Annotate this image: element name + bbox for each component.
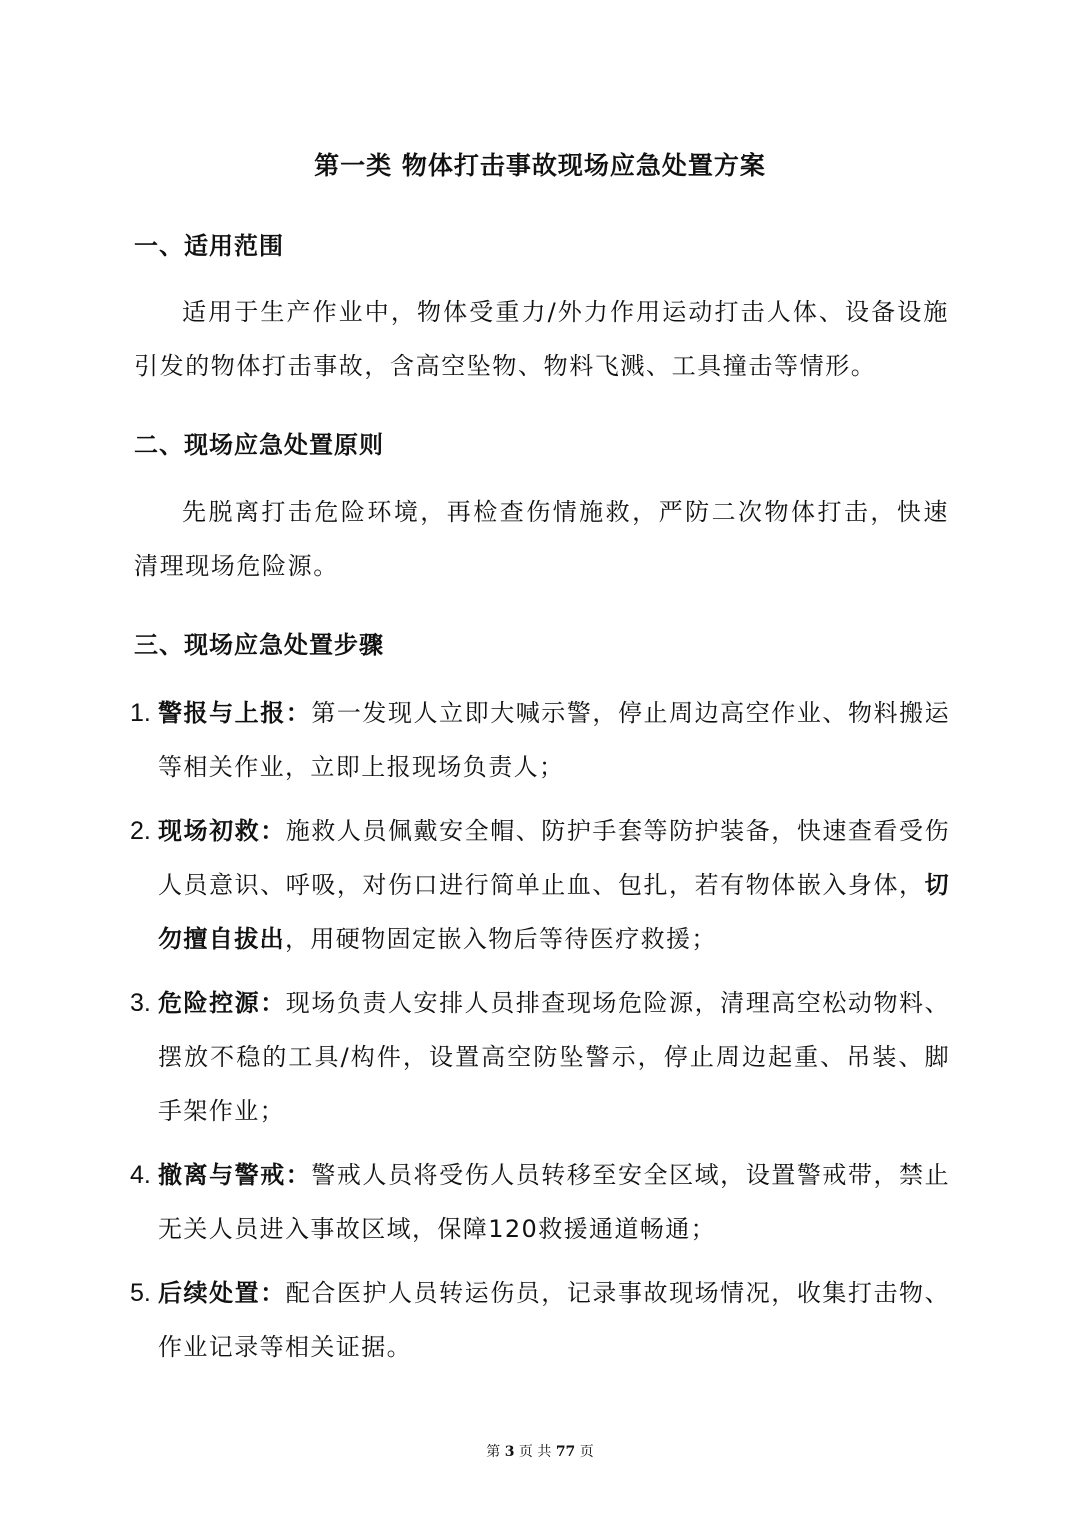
step-label: 撤离与警戒 — [158, 1161, 286, 1189]
step-colon: ： — [285, 699, 312, 727]
step-item — [130, 686, 950, 794]
section-heading-steps: 三、现场应急处置步骤 — [134, 631, 384, 659]
page-footer — [0, 1440, 1080, 1464]
step-emphasis: 切勿擅自拔出 — [158, 871, 950, 953]
step-item — [130, 1148, 950, 1256]
step-text: 配合医护人员转运伤员，记录事故现场情况，收集打击物、作业记录等相关证据。 — [158, 1279, 950, 1361]
footer-prefix: 第 — [486, 1444, 501, 1460]
step-item — [130, 804, 950, 966]
footer-total-pages: 77 — [555, 1444, 576, 1460]
step-number: 5. — [130, 1279, 151, 1307]
step-text: 第一发现人立即大喊示警，停止周边高空作业、物料搬运等相关作业，立即上报现场负责人； — [158, 699, 951, 781]
step-number: 3. — [130, 989, 151, 1017]
footer-page-number: 3 — [504, 1444, 515, 1460]
section-text-scope: 适用于生产作业中，物体受重力/外力作用运动打击人体、设备设施引发的物体打击事故，含高空坠物、物料飞溅、工具撞击等情形。 — [134, 298, 949, 380]
step-text: 现场负责人安排人员排查现场危险源，清理高空松动物料、摆放不稳的工具/构件，设置高空防坠警示，停止周边起重、吊装、脚手架作业； — [158, 989, 950, 1125]
step-number: 4. — [130, 1161, 151, 1189]
step-number: 2. — [130, 817, 151, 845]
step-colon: ： — [285, 1161, 312, 1189]
step-colon: ： — [260, 989, 286, 1017]
step-number: 1. — [130, 699, 151, 727]
step-label: 后续处置 — [158, 1279, 261, 1307]
section-heading-principle: 二、现场应急处置原则 — [134, 431, 384, 459]
steps-list — [130, 686, 950, 1384]
step-colon: ： — [260, 817, 286, 845]
step-colon: ： — [260, 1279, 286, 1307]
step-text: 施救人员佩戴安全帽、防护手套等防护装备，快速查看受伤人员意识、呼吸，对伤口进行简单止血、包扎，若有物体嵌入身体， — [158, 817, 950, 899]
footer-middle: 页 共 — [518, 1444, 552, 1460]
step-text-after: ，用硬物固定嵌入物后等待医疗救援； — [285, 925, 717, 953]
page-title: 第一类 物体打击事故现场应急处置方案 — [314, 151, 766, 180]
step-label: 危险控源 — [158, 989, 261, 1017]
step-item — [130, 976, 950, 1138]
section-text-principle: 先脱离打击危险环境，再检查伤情施救，严防二次物体打击，快速清理现场危险源。 — [134, 498, 949, 580]
step-text: 警戒人员将受伤人员转移至安全区域，设置警戒带，禁止无关人员进入事故区域，保障120救援通道畅通； — [158, 1161, 951, 1243]
step-label: 现场初救 — [158, 817, 261, 845]
step-item — [130, 1266, 950, 1374]
section-heading-scope: 一、适用范围 — [134, 232, 284, 260]
step-label: 警报与上报 — [158, 699, 286, 727]
footer-suffix: 页 — [579, 1444, 594, 1460]
